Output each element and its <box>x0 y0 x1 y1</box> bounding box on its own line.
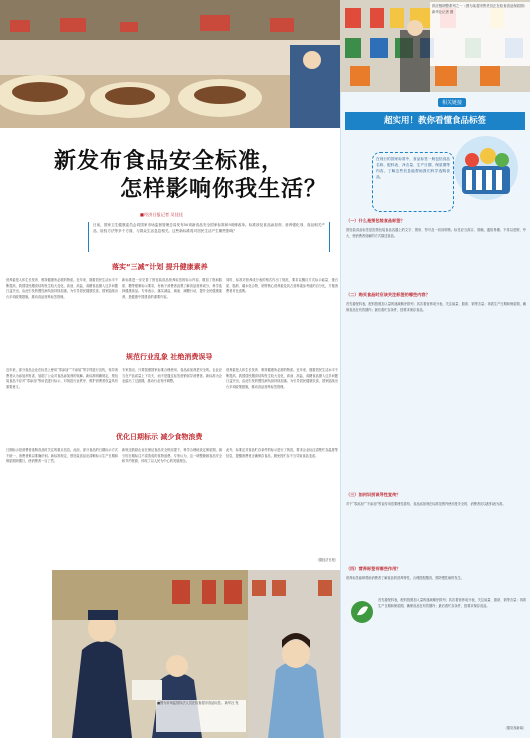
shopper-photo <box>248 570 340 738</box>
sidebar-question-3: （三）如何识别误导性宣传？ <box>346 492 401 497</box>
article-column-3a: 同时，标准对营养成分表的格式作出了规范，要求以醒目方式标示能量、蛋白质、脂肪、碳水化合物、钠等核心营养素及其占营养素参考值的百分比，方便消费者对比选购。 <box>226 278 338 294</box>
photo-caption: 供应链调整系列之一（图为某超市售货员正在检查食品保质期） 新华社记者 摄 <box>430 2 530 66</box>
section-heading-1: 落实“三减”计划 提升健康素养 <box>112 263 208 271</box>
sidebar-title: 超实用！教你看懂食品标签 <box>345 112 525 130</box>
article-column-1b: 近年来，部分食品企业在标签上使用“零添加”“不添加“等字样进行宣传，误导消费者认为添加剂有害，加剧了公众对食品添加剂的误解。新标准明确规定，预包装食品不应对“零添加”等用语进行标示，对规范行业秩序、维护消费者权益具有重要意义。 <box>6 368 118 389</box>
byline: ■经济日报记者 吴佳佳 <box>140 212 183 217</box>
page-title <box>0 140 340 204</box>
article-column-1c: 日期标示是消费者选购食品时关注的重点信息。此前，部分食品的日期标示方式不统一，消费者难以准确识别。新标准规定，预包装食品应清晰标示生产日期和保质期到期日，使消费者一目了然。 <box>6 448 118 464</box>
sidebar-question-1: （一）什么是预包装食品标签？ <box>346 218 405 223</box>
sidebar-answer-1: 预包装食品标签是指预包装食品容器上的文字、图形、符号及一切说明物。标签应当真实、准确，通俗易懂，不得以虚假、夸大、使消费者误解的方式描述食品。 <box>346 228 526 238</box>
header-photo <box>0 0 340 128</box>
sidebar-answer-2: 首先看配料表，配料按照加入量的递减顺序排列；其次看营养成分表，关注能量、脂肪、钠等含量；再看生产日期和保质期，确保食品在有效期内；最后看贮存条件，按要求保存食品。 <box>346 302 526 312</box>
green-leaf-icon <box>350 600 374 624</box>
article-column-2c: 新规还鼓励企业在保证食品安全的前提下，科学合理地设定保质期，减少因日期标注不清造成的食物浪费。专家认为，这一调整兼顾食品安全和节约资源，体现了以人民为中心的发展理念。 <box>122 448 222 464</box>
sidebar-source: （据央视新闻） <box>503 726 526 730</box>
section-heading-3: 优化日期标示 减少食物浪费 <box>116 433 203 441</box>
food-basket-illustration <box>448 134 524 202</box>
article-column-3b: 营养素是人体生长发育、维持健康所必需的物质。近年来，随着居民生活水平不断提高，我国居民膳食结构发生较大变化，高油、高盐、高糖食品摄入过多问题日益突出，由此引发的慢性病负担持续加重。为引导居民健康饮食，国家陆续出台多项政策措施，推动食品营养标签管理。 <box>226 368 338 389</box>
supermarket-photo <box>0 0 340 128</box>
sidebar-answer-3: 对于“零添加”“不添加”等宣传用语要理性看待，食品添加剂在标准范围内使用是安全的，消费者应以配料表为准。 <box>346 502 506 506</box>
sidebar-closing-text: 首先看配料表，配料按照加入量的递减顺序排列；其次看营养成分表，关注能量、脂肪、钠等含量；再看生产日期和保质期，确保食品在有效期内；最后看贮存条件，按要求保存食品。 <box>378 598 526 608</box>
sidebar-question-4: （四）营养标签有哪些作用？ <box>346 566 401 571</box>
intro-paragraph: 日前，国家卫生健康委员会同国家市场监督管理总局发布50项新食品安全国家标准和9项修改单。标准涉及食品添加剂、营养强化剂、食品相关产品、检验方法等多个方面，与群众生活息息相关。这些新标准将对居民生活产生哪些影响？ <box>88 222 330 252</box>
title-line-2: 怎样影响你我生活？ <box>120 177 328 202</box>
sidebar-answer-4: 营养标签能够帮助消费者了解食品的营养特性，合理搭配膳食，预防慢性病的发生。 <box>346 576 464 580</box>
article-source: （据经济日报） <box>315 558 338 562</box>
article-column-1a: 营养素是人体生长发育、维持健康所必需的物质。近年来，随着居民生活水平不断提高，我国居民膳食结构发生较大变化，高油、高盐、高糖食品摄入过多问题日益突出，由此引发的慢性病负担持续加重。为引导居民健康饮食，国家陆续出台多项政策措施，推动食品营养标签管理。 <box>6 278 118 299</box>
sidebar-tag: 相关链接 <box>438 98 466 107</box>
photo-caption-bottom: ■图为市场监管执法人员在检查超市食品标签。 新华社 发 <box>156 700 246 732</box>
article-column-2a: 新标准进一步完善了预包装食品营养标签的标示内容，增加了饱和脂肪、糖等强制标示要求，有助于消费者直观了解食品营养成分，科学选择健康食品。专家表示，落实减盐、减油、减糖行动，提升全民健康素养，是健康中国建设的重要内容。 <box>122 278 222 299</box>
sidebar-question-2: （二）购买食品时应该关注标签的哪些内容？ <box>346 292 430 297</box>
sidebar-intro: 在现行的国家标准中，食品标签一般包括食品名称、配料表、净含量、生产日期、保质期等内容，了解这些信息能帮助我们科学选购食品。 <box>372 152 454 212</box>
section-heading-2: 规范行业乱象 社绝消费误导 <box>126 353 213 361</box>
article-column-2b: 专家指出，只要按照国家标准合理使用，食品添加剂是安全的。企业应当在产品质量上下功夫，而不是通过标签营销误导消费者。新标准为企业留出了过渡期，推动行业有序调整。 <box>122 368 222 384</box>
article-column-3c: 此外，标准还对食品贮存条件的标示进行了规范，要求企业标注清楚贮存温度等信息，提醒消费者正确保存食品，避免因贮存不当导致食品变质。 <box>226 448 338 458</box>
title-line-1: 新发布食品安全标准， <box>54 149 285 174</box>
